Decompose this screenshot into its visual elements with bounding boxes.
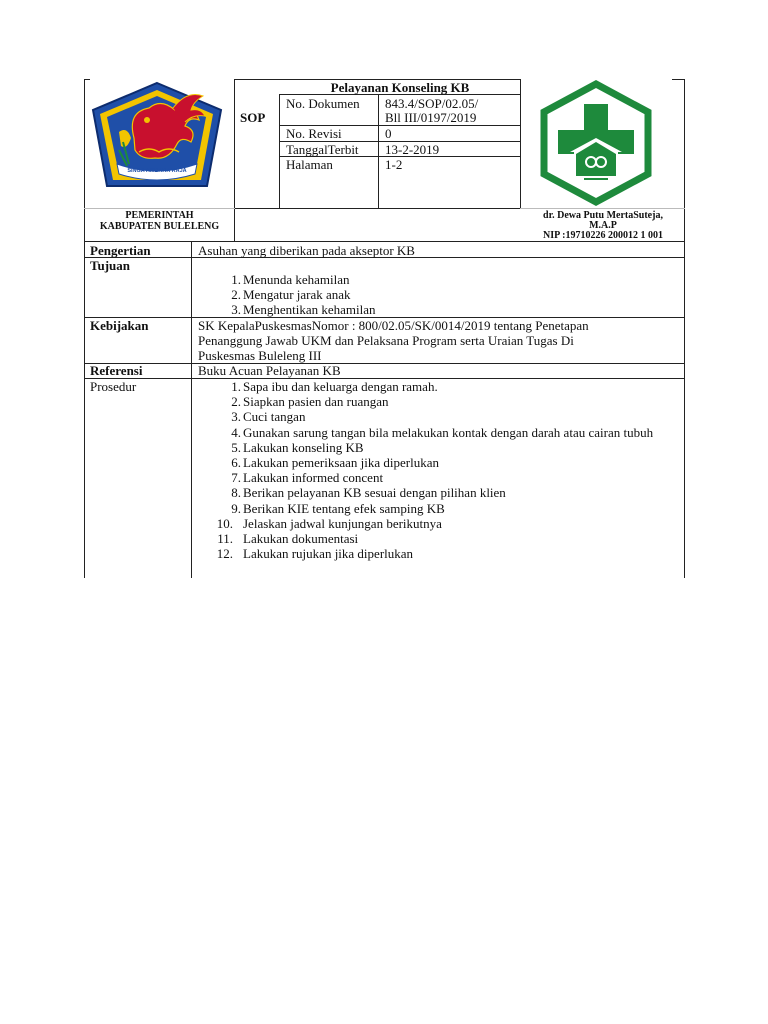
- referensi-text: Buku Acuan Pelayanan KB: [198, 363, 341, 378]
- pemerintah-caption-2: KABUPATEN BULELENG: [99, 221, 220, 232]
- tujuan-label: Tujuan: [90, 258, 130, 273]
- list-item: 6. Lakukan pemeriksaan jika diperlukan: [231, 455, 440, 471]
- document-title: Pelayanan Konseling KB: [330, 80, 470, 95]
- list-item: 8. Berikan pelayanan KB sesuai dengan pilihan klien: [231, 485, 506, 501]
- list-item: 9. Berikan KIE tentang efek samping KB: [231, 500, 445, 516]
- field-value-halaman: 1-2: [385, 157, 403, 172]
- list-item: 11. Lakukan dokumentasi: [217, 531, 359, 547]
- field-label-halaman: Halaman: [286, 157, 333, 172]
- list-item: 3. Cuci tangan: [231, 409, 306, 425]
- list-item: 5. Lakukan konseling KB: [231, 439, 364, 455]
- buleleng-crest-logo: [89, 80, 225, 192]
- list-item: 12. Lakukan rujukan jika diperlukan: [216, 546, 414, 562]
- referensi-label: Referensi: [90, 363, 143, 378]
- field-value-no-dokumen-1: 843.4/SOP/02.05/: [385, 96, 479, 111]
- sop-label: SOP: [240, 110, 266, 125]
- signatory-nip: NIP :19710226 200012 1 001: [543, 230, 663, 241]
- tujuan-list: [191, 272, 681, 318]
- field-value-tanggal-terbit: 13-2-2019: [385, 142, 440, 157]
- field-label-tanggal-terbit: TanggalTerbit: [286, 142, 359, 157]
- puskesmas-logo: [534, 80, 658, 206]
- list-item: 3. Menghentikan kehamilan: [231, 302, 376, 318]
- field-label-no-revisi: No. Revisi: [286, 126, 342, 141]
- kebijakan-label: Kebijakan: [90, 318, 149, 333]
- list-item: 7. Lakukan informed concent: [231, 470, 384, 486]
- prosedur-label: Prosedur: [90, 379, 137, 394]
- kebijakan-line-2: Penanggung Jawab UKM dan Pelaksana Program serta Uraian Tugas Di: [198, 333, 574, 348]
- kebijakan-line-3: Puskesmas Buleleng III: [198, 348, 322, 363]
- list-item: 4. Gunakan sarung tangan bila melakukan kontak dengan darah atau cairan tubuh: [231, 424, 654, 440]
- list-item: 2. Siapkan pasien dan ruangan: [231, 394, 389, 410]
- crest-motto: SINGA AMBARA RAJA: [127, 168, 187, 174]
- signatory-title: M.A.P: [589, 220, 617, 231]
- list-item: 10. Jelaskan jadwal kunjungan berikutnya: [216, 515, 442, 531]
- signatory-name: dr. Dewa Putu MertaSuteja,: [543, 210, 663, 221]
- kebijakan-line-1: SK KepalaPuskesmasNomor : 800/02.05/SK/0014/2019 tentang Penetapan: [198, 318, 589, 333]
- list-item: 1. Menunda kehamilan: [231, 272, 350, 287]
- field-value-no-dokumen-2: Bll III/0197/2019: [385, 110, 477, 125]
- pemerintah-caption-1: PEMERINTAH: [125, 210, 194, 221]
- field-value-no-revisi: 0: [385, 126, 392, 141]
- pengertian-text: Asuhan yang diberikan pada akseptor KB: [198, 243, 415, 258]
- pengertian-label: Pengertian: [90, 243, 151, 258]
- field-label-no-dokumen: No. Dokumen: [286, 96, 360, 111]
- list-item: 1. Sapa ibu dan keluarga dengan ramah.: [231, 379, 438, 394]
- prosedur-list: [191, 379, 679, 561]
- list-item: 2. Mengatur jarak anak: [231, 287, 351, 303]
